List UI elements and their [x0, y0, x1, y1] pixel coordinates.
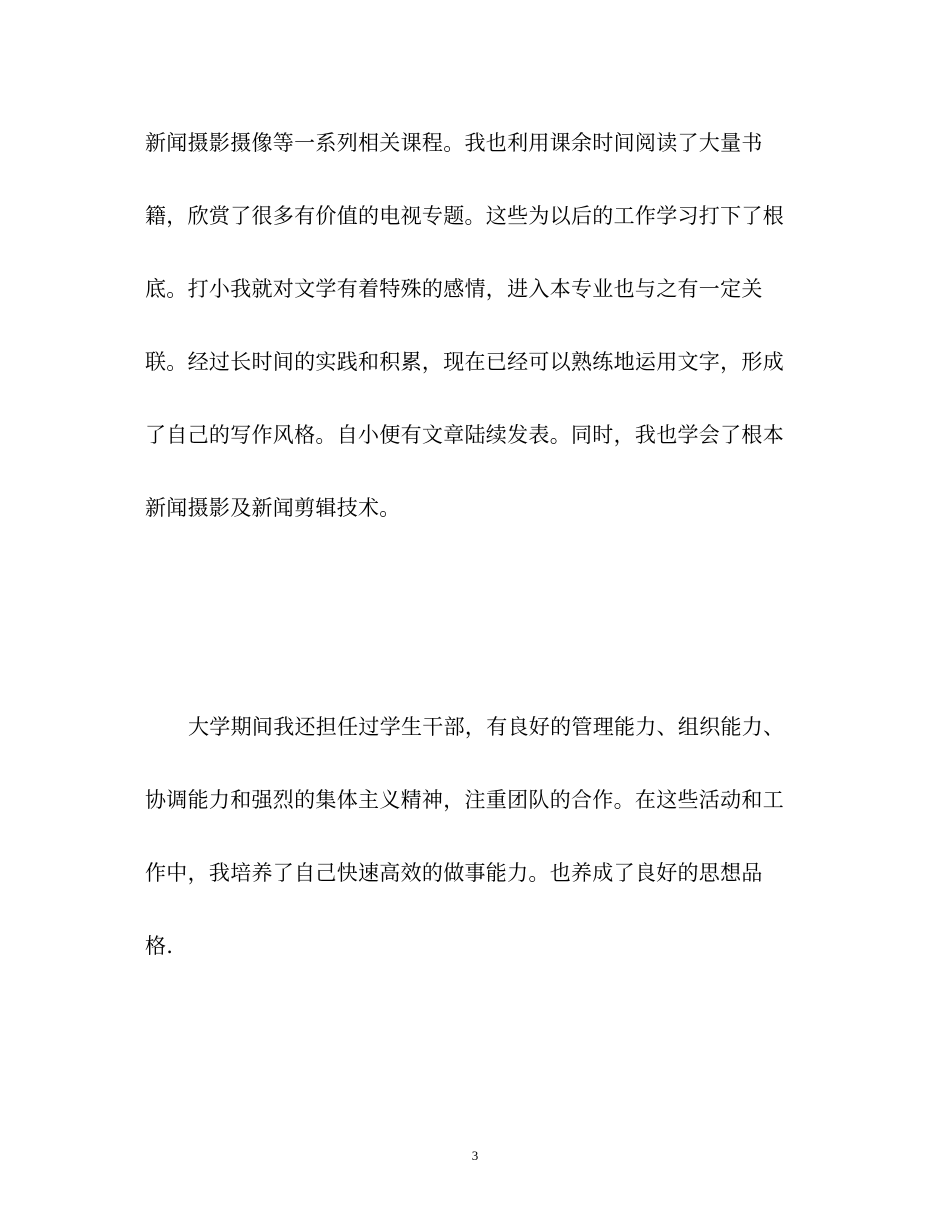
text-line: 底。打小我就对文学有着特殊的感情，进入本专业也与之有一定关 — [145, 277, 763, 301]
page-number: 3 — [471, 1148, 479, 1163]
text-line: 联。经过长时间的实践和积累，现在已经可以熟练地运用文字，形成 — [145, 350, 784, 374]
text-line: 格. — [145, 934, 174, 958]
text-line: 籍，欣赏了很多有价值的电视专题。这些为以后的工作学习打下了根 — [145, 204, 784, 228]
text-line: 了自己的写作风格。自小便有文章陆续发表。同时，我也学会了根本 — [145, 423, 784, 447]
text-line: 协调能力和强烈的集体主义精神，注重团队的合作。在这些活动和工 — [145, 788, 784, 812]
text-line: 大学期间我还担任过学生干部，有良好的管理能力、组织能力、 — [188, 715, 785, 739]
text-line: 作中，我培养了自己快速高效的做事能力。也养成了良好的思想品 — [145, 861, 763, 885]
text-line: 新闻摄影摄像等一系列相关课程。我也利用课余时间阅读了大量书 — [145, 131, 763, 155]
text-line: 新闻摄影及新闻剪辑技术。 — [145, 496, 401, 520]
